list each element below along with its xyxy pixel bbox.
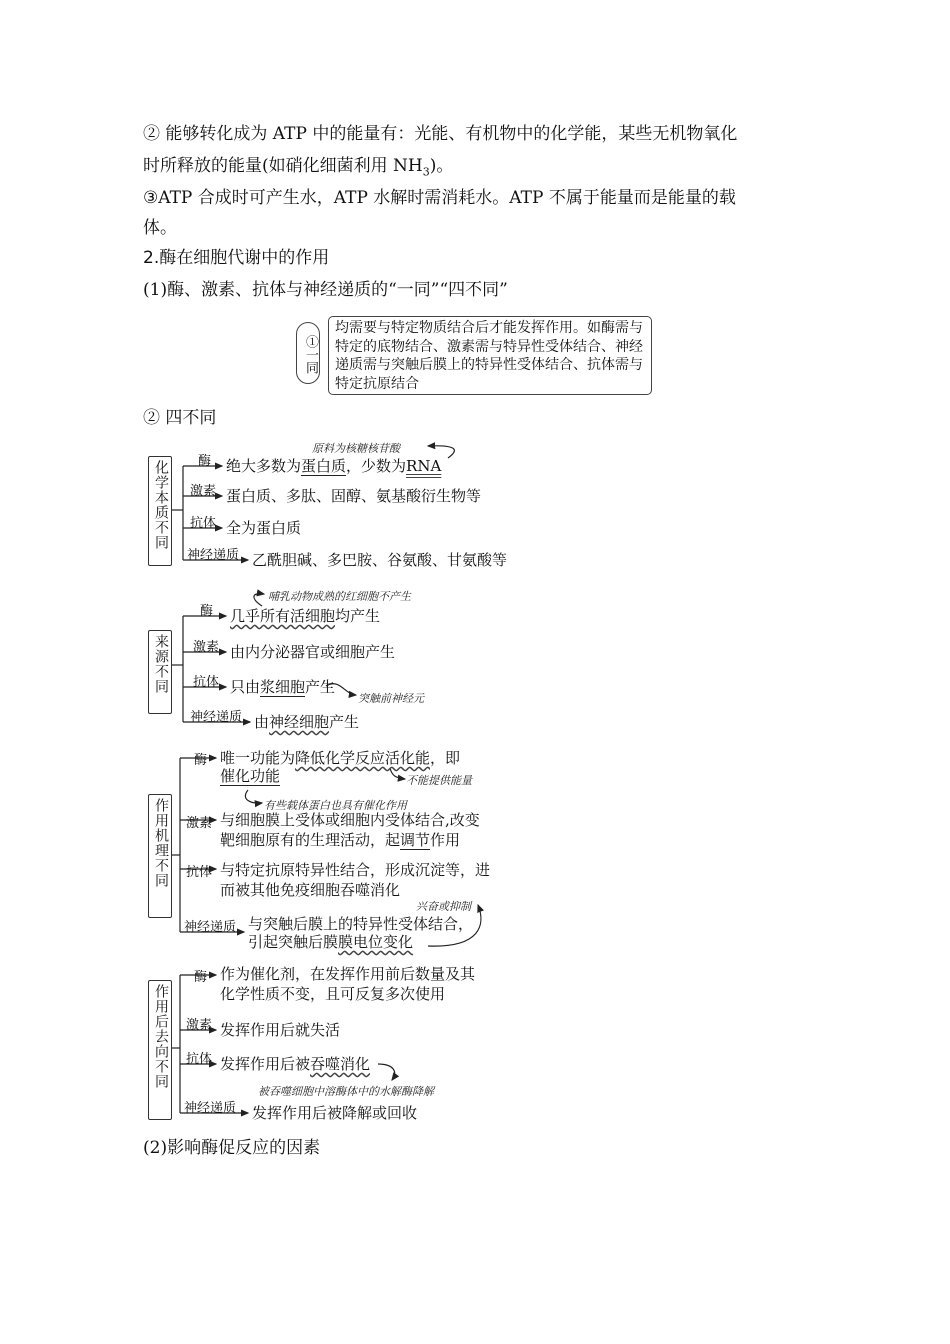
g4-label-enzyme: 酶: [194, 970, 208, 985]
g2-note1: 哺乳动物成熟的红细胞不产生: [268, 590, 411, 603]
g2-antibody-pre: 只由: [230, 678, 261, 696]
g2-enzyme-text: [230, 606, 380, 626]
g3-hormone-line1: 与细胞膜上受体或细胞内受体结合,改变: [220, 811, 480, 829]
g3-hormone-line2-post: 作用: [430, 831, 461, 849]
g4-enzyme-line1: 作为催化剂，在发挥作用前后数量及其: [220, 965, 476, 983]
g3-neuro-line1: 与突触后膜上的特异性受体结合，: [248, 915, 474, 933]
g3-label-hormone: 激素: [186, 816, 213, 831]
subheading-2: ② 四不同: [143, 408, 217, 428]
group4-title: 作用后去向不同: [153, 984, 169, 1089]
g1-enzyme-text: [226, 456, 441, 476]
g1-label-enzyme: 酶: [198, 454, 212, 469]
g3-hormone-line2: [220, 830, 460, 850]
g2-label-neuro: 神经递质: [190, 710, 243, 725]
g3-label-antibody: 抗体: [186, 865, 213, 880]
g3-enzyme-u: 降低化学反应活化能: [295, 749, 431, 767]
g2-label-antibody: 抗体: [193, 675, 220, 690]
g1-note: 原料为核糖核苷酸: [312, 442, 400, 455]
g1-label-antibody: 抗体: [190, 516, 217, 531]
g3-note1: 不能提供能量: [406, 774, 472, 787]
g3-neuro-line2-pre: 引起突触后膜: [248, 933, 339, 951]
g2-neuro-u: 神经细胞: [269, 713, 330, 731]
group3-title-box: [148, 794, 172, 918]
g1-label-neuro: 神经递质: [187, 548, 240, 563]
g2-label-enzyme: 酶: [200, 604, 214, 619]
g3-label-enzyme: 酶: [194, 753, 208, 768]
paragraph-3-line-1: ③ATP 合成时可产生水，ATP 水解时需消耗水。ATP 不属于能量而是能量的载: [143, 188, 736, 208]
g3-enzyme-post: ，即: [430, 749, 461, 767]
group2-title: 来源不同: [153, 634, 169, 694]
g2-antibody-text: [230, 677, 335, 697]
g1-hormone-text: 蛋白质、多肽、固醇、氨基酸衍生物等: [226, 487, 482, 505]
g1-antibody-text: 全为蛋白质: [226, 519, 302, 537]
g3-antibody-line1: 与特定抗原特异性结合，形成沉淀等，进: [220, 861, 491, 879]
one-same-oval: [296, 322, 320, 384]
g3-note2: 有些载体蛋白也具有催化作用: [264, 799, 407, 812]
g2-neuro-post: 产生: [329, 713, 360, 731]
g4-antibody-pre: 发挥作用后被: [220, 1055, 311, 1073]
g1-enzyme-pre: 绝大多数为: [226, 457, 302, 475]
g1-neuro-text: 乙酰胆碱、多巴胺、谷氨酸、甘氨酸等: [252, 551, 508, 569]
paragraph-3-line-2: 体。: [143, 218, 177, 238]
group1-title-box: [148, 456, 172, 566]
subheading-3: (2)影响酶促反应的因素: [143, 1138, 321, 1158]
g3-neuro-line2: [248, 932, 413, 952]
p2-line2-pre: 时所释放的能量(如硝化细菌利用 NH: [143, 156, 423, 176]
group2-title-box: [148, 630, 172, 714]
paragraph-2-line-2: [143, 154, 453, 184]
g3-label-neuro: 神经递质: [184, 920, 237, 935]
g4-antibody-u: 吞噬消化: [310, 1055, 371, 1073]
g4-hormone-text: 发挥作用后就失活: [220, 1021, 341, 1039]
g4-label-hormone: 激素: [186, 1018, 213, 1033]
g4-antibody-text: [220, 1054, 370, 1074]
g4-enzyme-line2: 化学性质不变，且可反复多次使用: [220, 985, 446, 1003]
g3-hormone-line2-pre: 靶细胞原有的生理活动，起: [220, 831, 401, 849]
group4-title-box: [148, 980, 172, 1120]
g2-neuro-text: [254, 712, 359, 732]
one-same-label: ①一同: [303, 334, 318, 374]
g3-hormone-line2-u: 调节: [400, 831, 431, 849]
g4-note: 被吞噬细胞中溶酶体中的水解酶降解: [258, 1085, 434, 1098]
g2-antibody-post: 产生: [305, 678, 336, 696]
g4-label-antibody: 抗体: [186, 1052, 213, 1067]
group3-title: 作用机理不同: [153, 798, 169, 888]
g3-note3: 兴奋或抑制: [416, 900, 471, 913]
g3-neuro-line2-u: 膜电位变化: [338, 933, 414, 951]
g2-hormone-text: 由内分泌器官或细胞产生: [230, 643, 396, 661]
group1-title: 化学本质不同: [153, 460, 169, 550]
p2-line2-post: )。: [429, 156, 454, 176]
g2-enzyme-u: 几乎所有活细胞: [230, 607, 336, 625]
g1-enzyme-u2: RNA: [406, 457, 442, 475]
g2-label-hormone: 激素: [193, 640, 220, 655]
section-title: 2.酶在细胞代谢中的作用: [143, 248, 330, 268]
g3-enzyme-line2-text: 催化功能: [220, 767, 281, 785]
g1-label-hormone: 激素: [190, 484, 217, 499]
g3-enzyme-line1: [220, 748, 460, 768]
g1-enzyme-u1: 蛋白质: [301, 457, 347, 475]
g2-neuro-pre: 由: [254, 713, 270, 731]
g3-antibody-line2: 而被其他免疫细胞吞噬消化: [220, 881, 401, 899]
one-same-text: 均需要与特定物质结合后才能发挥作用。如酶需与特定的底物结合、激素需与特异性受体结合、神经递质需与突触后膜上的特异性受体结合、抗体需与特定抗原结合: [335, 320, 643, 392]
subheading-1: (1)酶、激素、抗体与神经递质的“一同”“四不同”: [143, 280, 508, 300]
g2-enzyme-post: 均产生: [335, 607, 381, 625]
g4-neuro-text: 发挥作用后被降解或回收: [252, 1104, 418, 1122]
one-same-box: [328, 316, 652, 395]
g2-antibody-u: 浆细胞: [260, 678, 306, 696]
p2-line2-sub: 3: [422, 165, 430, 179]
g3-enzyme-line2: [220, 766, 280, 786]
g3-enzyme-pre: 唯一功能为: [220, 749, 296, 767]
g4-label-neuro: 神经递质: [184, 1101, 237, 1116]
g1-enzyme-mid: ，少数为: [346, 457, 407, 475]
g2-note2: 突触前神经元: [358, 692, 424, 705]
paragraph-2-line-1: ② 能够转化成为 ATP 中的能量有：光能、有机物中的化学能，某些无机物氧化: [143, 124, 738, 144]
